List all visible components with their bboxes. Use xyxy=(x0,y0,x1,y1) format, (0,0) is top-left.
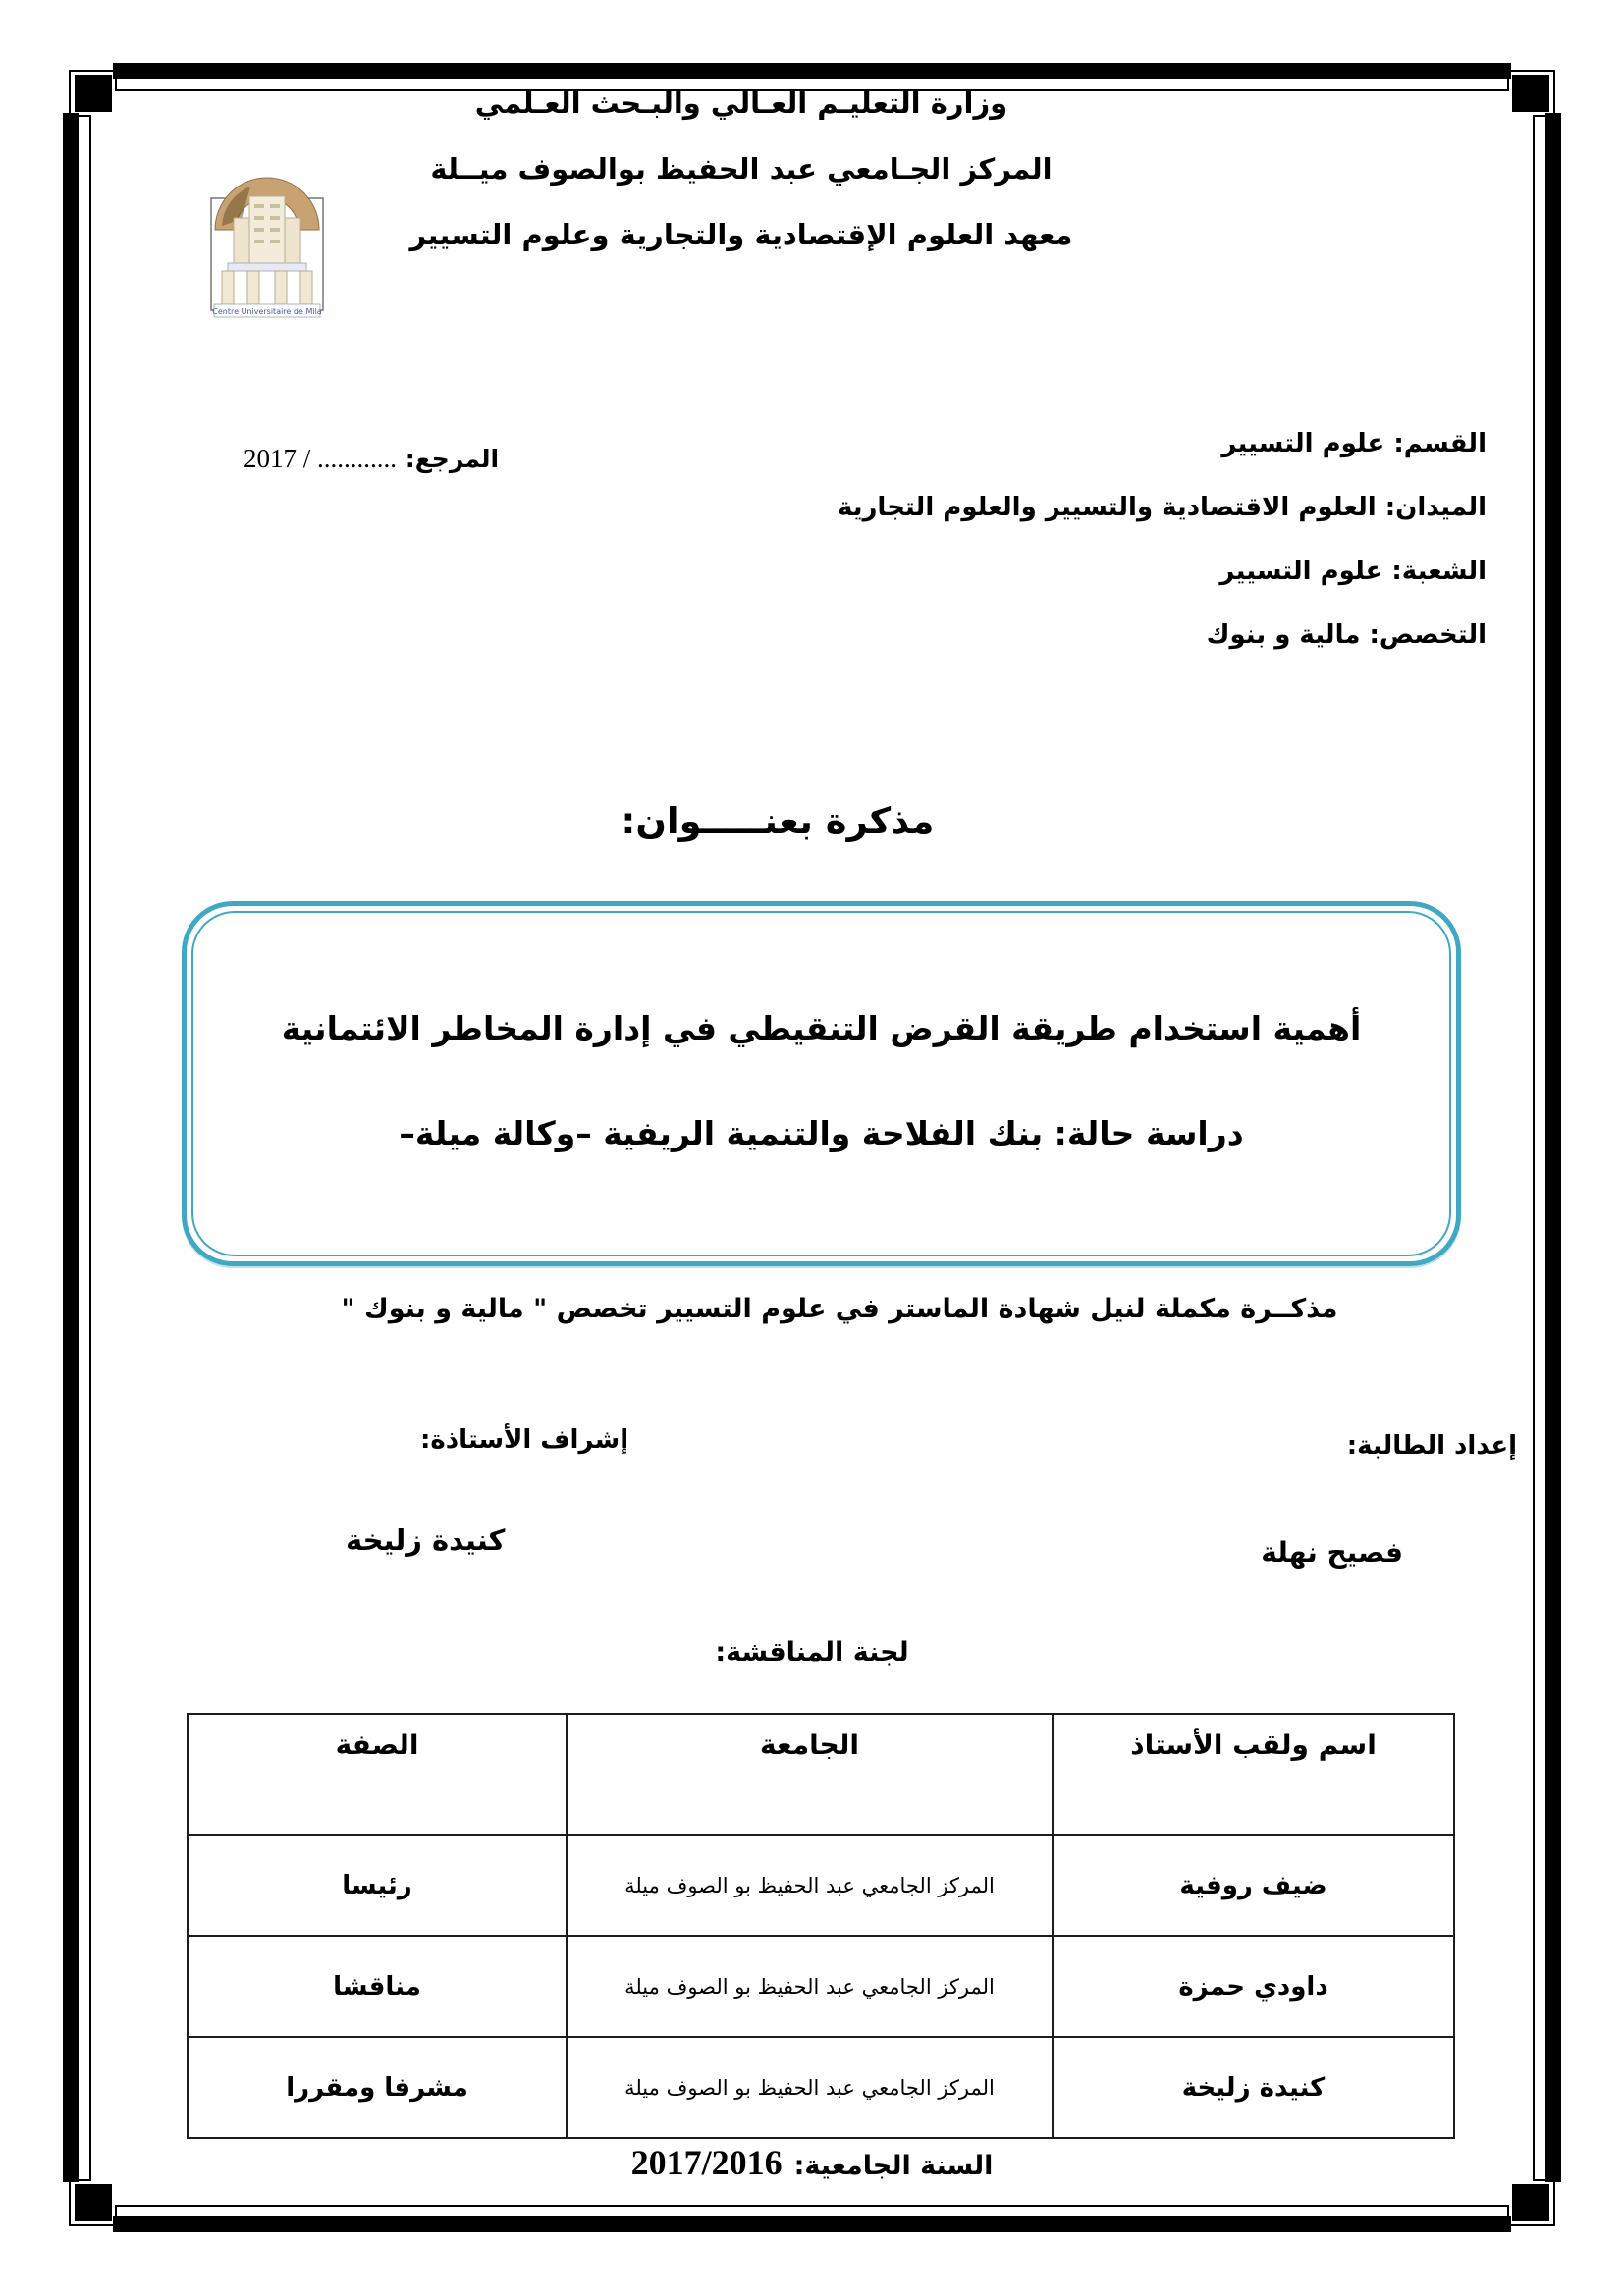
specialty-line: التخصص: مالية و بنوك xyxy=(1206,620,1487,650)
professor-university: المركز الجامعي عبد الحفيظ بو الصوف ميلة xyxy=(567,1936,1053,2037)
table-row xyxy=(188,1835,1454,1936)
academic-year-label: السنة الجامعية: xyxy=(793,2151,994,2181)
ministry-line: وزارة التعليـم العـالي والبـحث العـلمي xyxy=(474,86,1008,120)
professor-university: المركز الجامعي عبد الحفيظ بو الصوف ميلة xyxy=(567,2037,1053,2138)
thesis-title-line2: دراسة حالة: بنك الفلاحة والتنمية الريفية –وكالة ميلة– xyxy=(399,1114,1244,1152)
academic-year-line xyxy=(0,2142,1624,2183)
department-line: القسم: علوم التسيير xyxy=(1221,429,1487,458)
table-row xyxy=(188,2037,1454,2138)
institution-header xyxy=(295,86,1188,251)
academic-year-value: 2017/2016 xyxy=(630,2143,783,2182)
reference-value: ............ / 2017 xyxy=(244,444,398,473)
logo-caption: Centre Universitaire de Mila xyxy=(212,307,322,316)
professor-role: مناقشا xyxy=(188,1936,567,2037)
professor-role: رئيسا xyxy=(188,1835,567,1936)
professor-university: المركز الجامعي عبد الحفيظ بو الصوف ميلة xyxy=(567,1835,1053,1936)
field-line: الميدان: العلوم الاقتصادية والتسيير والعلوم التجارية xyxy=(837,493,1487,522)
table-row xyxy=(188,1936,1454,2037)
institute-line: معهد العلوم الإقتصادية والتجارية وعلوم التسيير xyxy=(409,218,1073,251)
prepared-by-label: إعداد الطالبة: xyxy=(1346,1431,1517,1461)
supervisor-label: إشراف الأستاذة: xyxy=(420,1425,629,1455)
professor-name: داودي حمزة xyxy=(1053,1936,1454,2037)
professor-name: كنيدة زليخة xyxy=(1053,2037,1454,2138)
table-header-row xyxy=(188,1714,1454,1835)
university-line: المركز الجـامعي عبد الحفيظ بوالصوف ميــلة xyxy=(430,152,1053,186)
committee-table xyxy=(187,1713,1455,2139)
committee-label: لجنة المناقشة: xyxy=(715,1637,909,1668)
reference-line xyxy=(244,444,538,474)
degree-note: مذكــرة مكملة لنيل شهادة الماستر في علوم التسيير تخصص " مالية و بنوك " xyxy=(341,1294,1338,1324)
reference-label: المرجع: xyxy=(405,445,500,473)
professor-name: ضيف روفية xyxy=(1053,1835,1454,1936)
supervisor-name: كنيدة زليخة xyxy=(346,1523,506,1557)
student-name: فصيح نهلة xyxy=(1261,1536,1403,1569)
column-header-professor: اسم ولقب الأستاذ xyxy=(1053,1714,1454,1835)
thesis-title-box xyxy=(182,901,1461,1266)
academic-info-block xyxy=(740,429,1487,650)
column-header-role: الصفة xyxy=(188,1714,567,1835)
professor-role: مشرفا ومقررا xyxy=(188,2037,567,2138)
thesis-title-line1: أهمية استخدام طريقة القرض التنقيطي في إدارة المخاطر الائتمانية xyxy=(281,1009,1362,1047)
column-header-university: الجامعة xyxy=(567,1714,1053,1835)
memo-heading: مذكرة بعنـــــوان: xyxy=(621,800,935,842)
branch-line: الشعبة: علوم التسيير xyxy=(1219,557,1487,586)
